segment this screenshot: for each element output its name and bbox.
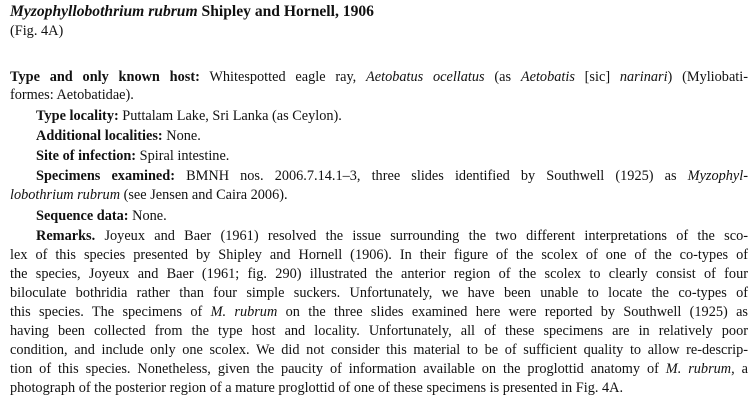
remarks-line-7: condition, and include only one scolex. We did not consider this material to be of sufficient quality to allow re-descrip-	[10, 342, 748, 358]
host-epithet: narinari	[619, 69, 668, 85]
remarks-label: Remarks.	[36, 228, 96, 244]
host-label: Type and only known host:	[10, 69, 200, 85]
specimens-species: lobothrium rubrum	[10, 187, 121, 203]
specimens-text: BMNH nos. 2006.7.14.1–3, three slides identified by Southwell (1925) as	[175, 168, 688, 184]
remarks-species: M. rubrum	[665, 361, 732, 377]
remarks-line-8	[10, 360, 748, 378]
sequence-data-value: None.	[128, 208, 167, 224]
additional-localities	[36, 127, 748, 145]
additional-localities-label: Additional localities:	[36, 128, 163, 144]
specimens-label: Specimens examined:	[36, 168, 175, 184]
remarks-line-2: lex of this species presented by Shipley and Hornell (1906). In their figure of the scolex of one of the co-types of	[10, 247, 748, 263]
host-line-2: formes: Aetobatidae).	[10, 87, 134, 103]
type-locality-value: Puttalam Lake, Sri Lanka (as Ceylon).	[118, 108, 342, 124]
type-locality	[36, 107, 748, 125]
species-heading	[10, 3, 748, 21]
species-name: Myzophyllobothrium rubrum	[10, 3, 198, 20]
site-of-infection-value: Spiral intestine.	[136, 148, 230, 164]
type-locality-label: Type locality:	[36, 108, 119, 124]
species-authority: Shipley and Hornell, 1906	[197, 3, 374, 20]
sequence-data-label: Sequence data:	[36, 208, 129, 224]
host-line-1	[10, 68, 748, 86]
additional-localities-value: None.	[162, 128, 201, 144]
remarks-text: this species. The specimens of	[10, 304, 211, 320]
specimens-text: (see Jensen and Caira 2006).	[120, 187, 288, 203]
remarks-text: tion of this species. Nonetheless, given the paucity of information available on the proglottid anatomy of	[10, 361, 666, 377]
host-text: Whitespotted eagle ray,	[199, 69, 367, 85]
remarks-line-1	[36, 227, 748, 245]
remarks-line-9: photograph of the posterior region of a mature proglottid of one of these specimens is presented in Fig. 4A.	[10, 380, 624, 396]
remarks-text: on the three slides examined here were reported by Southwell (1925) as	[277, 304, 748, 320]
remarks-line-5	[10, 303, 748, 321]
figure-reference: (Fig. 4A)	[10, 23, 64, 39]
specimens-line-2	[10, 186, 748, 204]
remarks-line-6: having been collected from the type host and locality. Unfortunately, all of these specimens are in relatively poor	[10, 323, 748, 339]
host-species: Aetobatus ocellatus	[366, 69, 485, 85]
host-text: ) (Myliobati-	[667, 69, 749, 85]
host-genus: Aetobatis	[520, 69, 575, 85]
specimens-species: Myzophyl-	[687, 168, 748, 184]
host-text: [sic]	[574, 69, 620, 85]
remarks-text: , a	[731, 361, 748, 377]
site-of-infection-label: Site of infection:	[36, 148, 137, 164]
remarks-species: M. rubrum	[210, 304, 278, 320]
remarks-text: Joyeux and Baer (1961) resolved the issue surrounding the two different interpretations of the sco-	[95, 228, 748, 244]
remarks-line-3: the species, Joyeux and Baer (1961; fig. 290) illustrated the anterior region of the scolex to clearly consist of four	[10, 266, 748, 282]
specimens-line-1	[36, 167, 748, 185]
site-of-infection	[36, 147, 748, 165]
remarks-line-4: biloculate bothridia rather than four simple suckers. Unfortunately, we have been unable to locate the co-types of	[10, 285, 748, 301]
host-text: (as	[484, 69, 521, 85]
sequence-data	[36, 207, 748, 225]
